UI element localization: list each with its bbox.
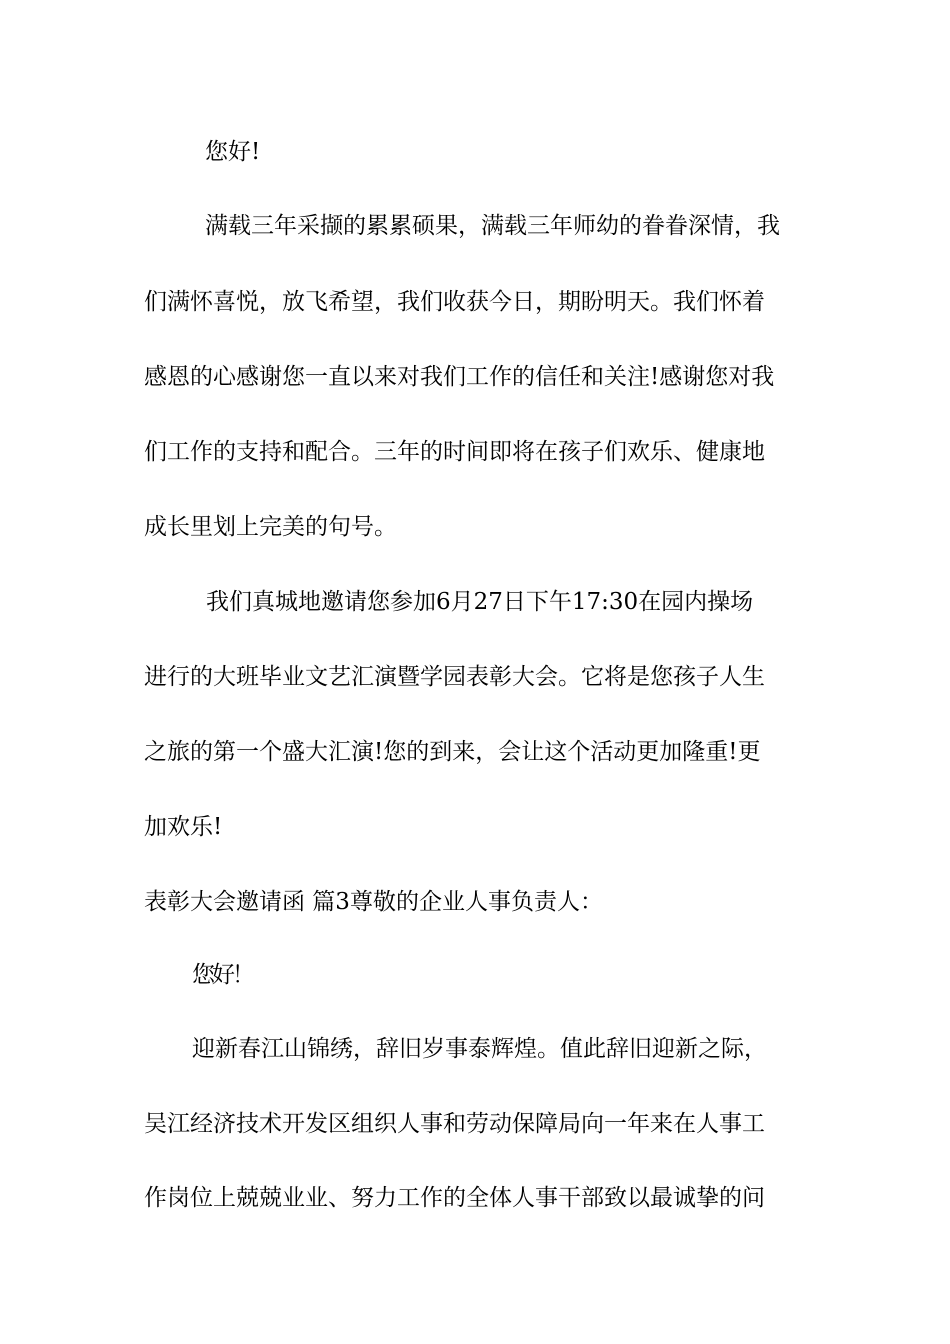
paragraph-line: 们工作的支持和配合。三年的时间即将在孩子们欢乐、健康地	[144, 439, 765, 465]
paragraph-line: 作岗位上兢兢业业、努力工作的全体人事干部致以最诚挚的问	[144, 1185, 765, 1211]
greeting-line: 您好！	[192, 962, 252, 988]
paragraph-line: 吴江经济技术开发区组织人事和劳动保障局向一年来在人事工	[144, 1111, 765, 1137]
paragraph-line: 们满怀喜悦，放飞希望，我们收获今日，期盼明天。我们怀着	[144, 289, 765, 315]
paragraph-line: 感恩的心感谢您一直以来对我们工作的信任和关注!感谢您对我	[144, 364, 775, 390]
paragraph-line: 满载三年采撷的累累硕果，满载三年师幼的眷眷深情，我	[205, 213, 780, 239]
paragraph-line: 之旅的第一个盛大汇演!您的到来，会让这个活动更加隆重!更	[144, 739, 761, 765]
paragraph-line: 迎新春江山锦绣，辞旧岁事泰辉煌。值此辞旧迎新之际，	[192, 1036, 767, 1062]
paragraph-line: 我们真城地邀请您参加6月27日下午17:30在园内操场	[206, 589, 754, 615]
paragraph-line: 加欢乐!	[144, 814, 223, 840]
paragraph-line: 进行的大班毕业文艺汇演暨学园表彰大会。它将是您孩子人生	[144, 664, 765, 690]
paragraph-line: 成长里划上完美的句号。	[144, 514, 397, 540]
greeting-line: 您好!	[205, 139, 261, 165]
section-heading-line: 表彰大会邀请函 篇3尊敬的企业人事负责人：	[144, 889, 603, 915]
